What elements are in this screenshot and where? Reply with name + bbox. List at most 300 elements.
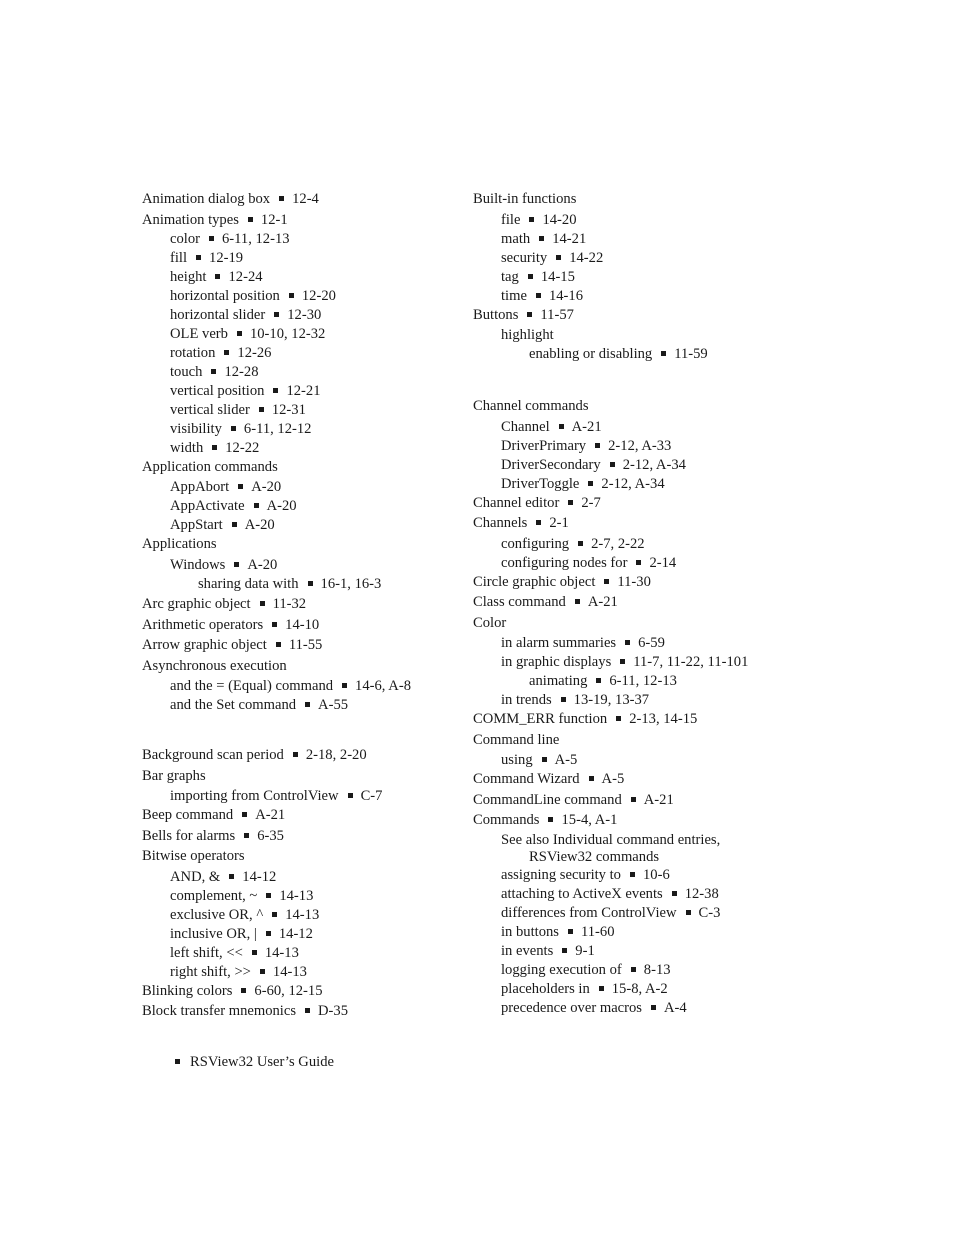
index-term: precedence over macros bbox=[501, 999, 642, 1016]
page-reference: 6-35 bbox=[257, 827, 284, 844]
page-reference: 11-7, 11-22, 11-101 bbox=[633, 654, 749, 670]
bullet-square-icon bbox=[259, 407, 264, 412]
page-reference: C-7 bbox=[360, 788, 383, 804]
bullet-square-icon bbox=[575, 599, 580, 604]
bullet-square-icon bbox=[237, 331, 242, 336]
page-reference: 12-38 bbox=[684, 885, 719, 902]
page-reference: 12-1 bbox=[260, 211, 288, 228]
bullet-square-icon bbox=[548, 817, 553, 822]
index-entry bbox=[473, 593, 813, 612]
bullet-square-icon bbox=[559, 424, 564, 429]
bullet-square-icon bbox=[595, 443, 600, 448]
index-entry bbox=[473, 731, 813, 750]
index-term: horizontal position bbox=[170, 287, 280, 304]
index-term: and the = (Equal) command bbox=[170, 678, 334, 694]
index-term: Block transfer mnemonics bbox=[142, 1003, 297, 1019]
index-subentry bbox=[473, 885, 813, 904]
index-entry bbox=[142, 746, 462, 765]
page-reference: 10-6 bbox=[642, 866, 670, 883]
index-subentry bbox=[473, 849, 813, 866]
bullet-square-icon bbox=[260, 969, 265, 974]
bullet-square-icon bbox=[589, 776, 594, 781]
bullet-square-icon bbox=[556, 255, 561, 260]
index-subentry bbox=[142, 868, 462, 887]
bullet-square-icon bbox=[610, 462, 615, 467]
page-reference: A-5 bbox=[554, 752, 578, 768]
page-reference: 16-1, 16-3 bbox=[320, 575, 382, 592]
index-term: configuring nodes for bbox=[501, 554, 628, 571]
index-term: Bar graphs bbox=[142, 767, 206, 784]
index-subentry bbox=[142, 556, 462, 575]
page-reference: A-5 bbox=[601, 771, 625, 787]
index-term: sharing data with bbox=[198, 575, 299, 592]
index-term: DriverToggle bbox=[501, 475, 580, 492]
index-subentry bbox=[142, 925, 462, 944]
index-subentry bbox=[473, 999, 813, 1018]
index-subentry bbox=[142, 944, 462, 963]
index-entry bbox=[142, 190, 462, 209]
index-term: Channel editor bbox=[473, 494, 560, 511]
index-subentry bbox=[473, 634, 813, 653]
index-subentry bbox=[142, 363, 462, 382]
page-reference: 11-57 bbox=[540, 306, 574, 323]
index-subentry bbox=[473, 326, 813, 345]
bullet-square-icon bbox=[661, 351, 666, 356]
index-term: and the Set command bbox=[170, 697, 297, 713]
page-reference: 12-19 bbox=[209, 249, 244, 266]
page-reference: 12-28 bbox=[224, 363, 259, 380]
index-term: width bbox=[170, 439, 204, 456]
page-reference: 2-12, A-34 bbox=[622, 456, 686, 473]
index-subentry bbox=[473, 535, 813, 554]
bullet-square-icon bbox=[231, 426, 236, 431]
page-reference: 12-26 bbox=[237, 344, 272, 361]
index-entry bbox=[142, 982, 462, 1001]
bullet-square-icon bbox=[238, 484, 243, 489]
bullet-square-icon bbox=[604, 579, 609, 584]
bullet-square-icon bbox=[266, 893, 271, 898]
index-subentry bbox=[473, 554, 813, 573]
index-term: Channel commands bbox=[473, 398, 589, 414]
page-reference: A-55 bbox=[318, 697, 349, 713]
index-term: security bbox=[501, 249, 548, 266]
bullet-square-icon bbox=[578, 541, 583, 546]
index-term: Animation dialog box bbox=[142, 191, 271, 207]
index-entry bbox=[473, 573, 813, 592]
page-reference: 2-1 bbox=[549, 515, 569, 531]
index-term: time bbox=[501, 287, 527, 304]
index-term: Animation types bbox=[142, 211, 239, 228]
bullet-square-icon bbox=[244, 833, 249, 838]
index-term: AppAbort bbox=[170, 479, 230, 495]
page-reference: A-21 bbox=[643, 791, 674, 808]
bullet-square-icon bbox=[528, 274, 533, 279]
bullet-square-icon bbox=[293, 752, 298, 757]
bullet-square-icon bbox=[672, 891, 677, 896]
index-entry bbox=[142, 657, 462, 676]
index-subentry bbox=[142, 249, 462, 268]
index-subentry bbox=[142, 677, 462, 696]
index-entry bbox=[473, 710, 813, 729]
bullet-square-icon bbox=[266, 931, 271, 936]
index-term: animating bbox=[529, 673, 588, 689]
page-reference: 14-13 bbox=[279, 887, 314, 904]
index-subentry bbox=[142, 497, 462, 516]
bullet-square-icon bbox=[279, 196, 284, 201]
bullet-square-icon bbox=[252, 950, 257, 955]
index-term: attaching to ActiveX events bbox=[501, 885, 663, 902]
page-reference: 2-7 bbox=[581, 494, 601, 511]
index-column-left bbox=[142, 190, 462, 1021]
bullet-square-icon bbox=[254, 503, 259, 508]
index-term: Beep command bbox=[142, 807, 234, 823]
bullet-square-icon bbox=[272, 912, 277, 917]
index-term: COMM_ERR function bbox=[473, 711, 608, 727]
page-reference: 12-21 bbox=[286, 382, 321, 399]
index-term: right shift, >> bbox=[170, 963, 251, 980]
bullet-square-icon bbox=[342, 683, 347, 688]
index-subentry bbox=[142, 787, 462, 806]
page-reference: 2-12, A-33 bbox=[608, 437, 672, 454]
index-subentry bbox=[473, 249, 813, 268]
index-term: exclusive OR, ^ bbox=[170, 906, 264, 923]
page-reference: 11-59 bbox=[674, 346, 708, 362]
index-term: Application commands bbox=[142, 458, 278, 475]
bullet-square-icon bbox=[248, 217, 253, 222]
bullet-square-icon bbox=[636, 560, 641, 565]
page-reference: A-21 bbox=[571, 418, 602, 435]
index-term: assigning security to bbox=[501, 866, 621, 883]
page-reference: 14-16 bbox=[548, 287, 584, 304]
index-entry bbox=[473, 770, 813, 789]
index-term: tag bbox=[501, 268, 519, 285]
index-entry bbox=[473, 494, 813, 513]
bullet-square-icon bbox=[651, 1005, 656, 1010]
page-reference: A-20 bbox=[266, 498, 297, 514]
index-term: fill bbox=[170, 249, 188, 266]
bullet-square-icon bbox=[276, 642, 281, 647]
page-reference: 8-13 bbox=[643, 961, 671, 978]
bullet-square-icon bbox=[599, 986, 604, 991]
index-term: in alarm summaries bbox=[501, 635, 617, 651]
page-footer bbox=[175, 1053, 334, 1072]
bullet-square-icon bbox=[232, 522, 237, 527]
bullet-square-icon bbox=[536, 520, 541, 525]
page-reference: 15-4, A-1 bbox=[561, 812, 618, 828]
bullet-square-icon bbox=[527, 312, 532, 317]
bullet-square-icon bbox=[260, 601, 265, 606]
index-subentry bbox=[142, 963, 462, 982]
bullet-square-icon bbox=[562, 948, 567, 953]
page-reference: 14-12 bbox=[278, 925, 313, 942]
index-subentry bbox=[142, 287, 462, 306]
index-term: Channel bbox=[501, 418, 550, 435]
page-reference: 15-8, A-2 bbox=[611, 980, 668, 997]
index-term: Arrow graphic object bbox=[142, 637, 267, 653]
bullet-square-icon bbox=[209, 236, 214, 241]
page-reference: 6-11, 12-12 bbox=[243, 420, 312, 437]
bullet-square-icon bbox=[308, 581, 313, 586]
index-subentry bbox=[473, 691, 813, 710]
bullet-square-icon bbox=[568, 929, 573, 934]
index-subentry bbox=[473, 904, 813, 923]
page-reference: A-21 bbox=[587, 594, 618, 610]
index-term: Circle graphic object bbox=[473, 573, 596, 590]
bullet-square-icon bbox=[631, 797, 636, 802]
page-reference: 14-12 bbox=[242, 868, 277, 885]
bullet-square-icon bbox=[273, 388, 278, 393]
bullet-square-icon bbox=[631, 967, 636, 972]
page-reference: 6-59 bbox=[638, 635, 665, 651]
index-term: inclusive OR, | bbox=[170, 925, 257, 942]
index-entry bbox=[142, 1002, 462, 1021]
index-term: AppStart bbox=[170, 517, 223, 533]
bullet-square-icon bbox=[625, 640, 630, 645]
index-entry bbox=[473, 811, 813, 830]
index-subentry bbox=[142, 268, 462, 287]
index-subentry bbox=[473, 653, 813, 672]
index-term: Channels bbox=[473, 515, 528, 531]
index-subentry bbox=[142, 906, 462, 925]
index-subentry bbox=[142, 696, 462, 715]
page-reference: 2-14 bbox=[649, 554, 677, 571]
index-term: file bbox=[501, 211, 521, 228]
bullet-square-icon bbox=[542, 757, 547, 762]
index-subentry bbox=[473, 832, 813, 849]
index-term: in trends bbox=[501, 692, 552, 708]
page-reference: 11-32 bbox=[272, 596, 307, 612]
index-entry bbox=[473, 306, 813, 325]
index-term: vertical slider bbox=[170, 401, 250, 418]
page-reference: 6-11, 12-13 bbox=[222, 230, 290, 247]
page-reference: A-20 bbox=[247, 556, 278, 573]
index-term: Blinking colors bbox=[142, 982, 233, 999]
index-term: AppActivate bbox=[170, 498, 245, 514]
index-term: Windows bbox=[170, 556, 226, 573]
bullet-square-icon bbox=[305, 702, 310, 707]
bullet-square-icon bbox=[305, 1008, 310, 1013]
bullet-square-icon bbox=[630, 872, 635, 877]
index-term: DriverSecondary bbox=[501, 456, 601, 473]
index-entry bbox=[473, 614, 813, 633]
index-term: configuring bbox=[501, 535, 570, 552]
index-subentry bbox=[142, 516, 462, 535]
page-reference: 12-4 bbox=[292, 191, 319, 207]
index-entry bbox=[142, 595, 462, 614]
index-term: Color bbox=[473, 614, 507, 631]
index-term: Asynchronous execution bbox=[142, 657, 287, 674]
index-entry bbox=[142, 535, 462, 554]
index-subentry bbox=[142, 401, 462, 420]
index-subentry bbox=[142, 478, 462, 497]
index-subentry bbox=[473, 961, 813, 980]
bullet-square-icon bbox=[561, 697, 566, 702]
bullet-square-icon bbox=[274, 312, 279, 317]
index-term: DriverPrimary bbox=[501, 437, 587, 454]
page-reference: 10-10, 12-32 bbox=[249, 325, 326, 342]
bullet-square-icon bbox=[686, 910, 691, 915]
index-term: in graphic displays bbox=[501, 654, 612, 670]
index-subentry bbox=[473, 230, 813, 249]
index-entry bbox=[142, 636, 462, 655]
index-term: rotation bbox=[170, 344, 216, 361]
index-term: Commands bbox=[473, 812, 540, 828]
index-subentry bbox=[142, 382, 462, 401]
index-term: math bbox=[501, 230, 531, 247]
index-term: differences from ControlView bbox=[501, 904, 677, 921]
page-reference: 14-20 bbox=[542, 211, 577, 228]
index-term: using bbox=[501, 752, 533, 768]
index-term: color bbox=[170, 230, 200, 247]
index-subentry bbox=[473, 866, 813, 885]
bullet-square-icon bbox=[536, 293, 541, 298]
page-reference: 14-10 bbox=[285, 616, 320, 633]
page-reference: 11-55 bbox=[288, 637, 323, 653]
index-subentry bbox=[473, 672, 813, 691]
page-reference: A-20 bbox=[244, 517, 275, 533]
index-entry bbox=[142, 767, 462, 786]
index-entry bbox=[142, 211, 462, 230]
bullet-square-icon bbox=[539, 236, 544, 241]
index-subentry bbox=[473, 942, 813, 961]
bullet-square-icon bbox=[588, 481, 593, 486]
index-entry bbox=[473, 397, 813, 416]
index-subentry bbox=[142, 420, 462, 439]
index-entry bbox=[142, 458, 462, 477]
page-reference: 2-12, A-34 bbox=[601, 475, 665, 492]
index-term: Arc graphic object bbox=[142, 596, 251, 612]
index-subentry bbox=[473, 287, 813, 306]
page-reference: A-4 bbox=[664, 999, 687, 1016]
letter-group-gap bbox=[142, 715, 462, 746]
index-subentry bbox=[142, 230, 462, 249]
index-term: logging execution of bbox=[501, 961, 622, 978]
index-subentry bbox=[473, 456, 813, 475]
page-reference: 6-60, 12-15 bbox=[254, 982, 323, 999]
page-reference: D-35 bbox=[318, 1003, 349, 1019]
bullet-square-icon bbox=[234, 562, 239, 567]
index-term: complement, ~ bbox=[170, 887, 258, 904]
index-subentry bbox=[473, 345, 813, 364]
page-reference: 2-7, 2-22 bbox=[591, 535, 645, 552]
bullet-square-icon bbox=[272, 622, 277, 627]
page-reference: 12-22 bbox=[225, 439, 260, 456]
index-subentry bbox=[142, 344, 462, 363]
index-subentry bbox=[473, 418, 813, 437]
index-subentry bbox=[473, 437, 813, 456]
bullet-square-icon bbox=[529, 217, 534, 222]
bullet-square-icon bbox=[242, 812, 247, 817]
index-entry bbox=[142, 847, 462, 866]
index-term: Arithmetic operators bbox=[142, 616, 264, 633]
bullet-square-icon bbox=[348, 793, 353, 798]
page-reference: 11-30 bbox=[617, 573, 651, 590]
page-reference: 14-15 bbox=[540, 268, 575, 285]
index-term: Built-in functions bbox=[473, 191, 577, 207]
bullet-square-icon bbox=[224, 350, 229, 355]
page-reference: 12-20 bbox=[301, 287, 336, 304]
page-reference: 12-31 bbox=[271, 401, 306, 418]
index-subentry bbox=[142, 306, 462, 325]
page-reference: 6-11, 12-13 bbox=[609, 673, 677, 689]
index-term: Background scan period bbox=[142, 747, 284, 763]
page-reference: 14-6, A-8 bbox=[355, 678, 411, 694]
index-subentry bbox=[142, 439, 462, 458]
index-subentry bbox=[473, 211, 813, 230]
index-entry bbox=[142, 806, 462, 825]
index-subentry bbox=[142, 887, 462, 906]
page-reference: 9-1 bbox=[575, 942, 595, 959]
page-reference: 14-21 bbox=[552, 230, 587, 247]
bullet-square-icon bbox=[568, 500, 573, 505]
bullet-square-icon bbox=[596, 678, 601, 683]
index-entry bbox=[142, 616, 462, 635]
index-term: See also Individual command entries, bbox=[501, 831, 721, 848]
page-reference: 2-18, 2-20 bbox=[305, 747, 367, 763]
index-term: Applications bbox=[142, 536, 217, 552]
letter-group-gap bbox=[473, 364, 813, 397]
index-term: enabling or disabling bbox=[529, 346, 653, 362]
index-term: CommandLine command bbox=[473, 791, 622, 808]
page-reference: C-3 bbox=[698, 904, 721, 921]
bullet-square-icon bbox=[211, 369, 216, 374]
index-term: vertical position bbox=[170, 382, 265, 399]
bullet-square-icon bbox=[215, 274, 220, 279]
bullet-square-icon bbox=[196, 255, 201, 260]
index-subentry bbox=[142, 325, 462, 344]
page-reference: 13-19, 13-37 bbox=[573, 692, 650, 708]
index-term: left shift, << bbox=[170, 944, 243, 961]
index-term: visibility bbox=[170, 420, 222, 437]
index-term: height bbox=[170, 268, 207, 285]
index-term: Bells for alarms bbox=[142, 827, 236, 844]
bullet-square-icon bbox=[229, 874, 234, 879]
page-reference: 12-30 bbox=[287, 306, 322, 323]
index-term: RSView32 commands bbox=[529, 848, 660, 865]
bullet-square-icon bbox=[212, 445, 217, 450]
index-term: in events bbox=[501, 942, 554, 959]
page-reference: 14-22 bbox=[569, 249, 604, 266]
index-term: OLE verb bbox=[170, 325, 228, 342]
bullet-square-icon bbox=[175, 1059, 180, 1064]
index-term: in buttons bbox=[501, 923, 559, 940]
page-reference: 2-13, 14-15 bbox=[629, 711, 698, 727]
index-term: horizontal slider bbox=[170, 306, 266, 323]
page-reference: 11-60 bbox=[580, 923, 615, 940]
index-term: placeholders in bbox=[501, 980, 590, 997]
index-column-right bbox=[473, 190, 813, 1018]
index-term: Class command bbox=[473, 594, 566, 610]
index-term: highlight bbox=[501, 327, 554, 343]
index-subentry bbox=[142, 575, 462, 594]
index-subentry bbox=[473, 475, 813, 494]
index-term: Command Wizard bbox=[473, 771, 580, 787]
page-reference: A-21 bbox=[255, 807, 286, 823]
index-entry bbox=[473, 190, 813, 209]
bullet-square-icon bbox=[289, 293, 294, 298]
index-term: touch bbox=[170, 363, 203, 380]
index-term: Bitwise operators bbox=[142, 848, 245, 864]
index-subentry bbox=[473, 980, 813, 999]
index-entry bbox=[473, 514, 813, 533]
index-term: Buttons bbox=[473, 306, 519, 323]
page-reference: 14-13 bbox=[285, 906, 320, 923]
bullet-square-icon bbox=[616, 716, 621, 721]
index-term: Command line bbox=[473, 731, 560, 748]
index-subentry bbox=[473, 751, 813, 770]
page-reference: 12-24 bbox=[228, 268, 263, 285]
index-entry bbox=[142, 827, 462, 846]
